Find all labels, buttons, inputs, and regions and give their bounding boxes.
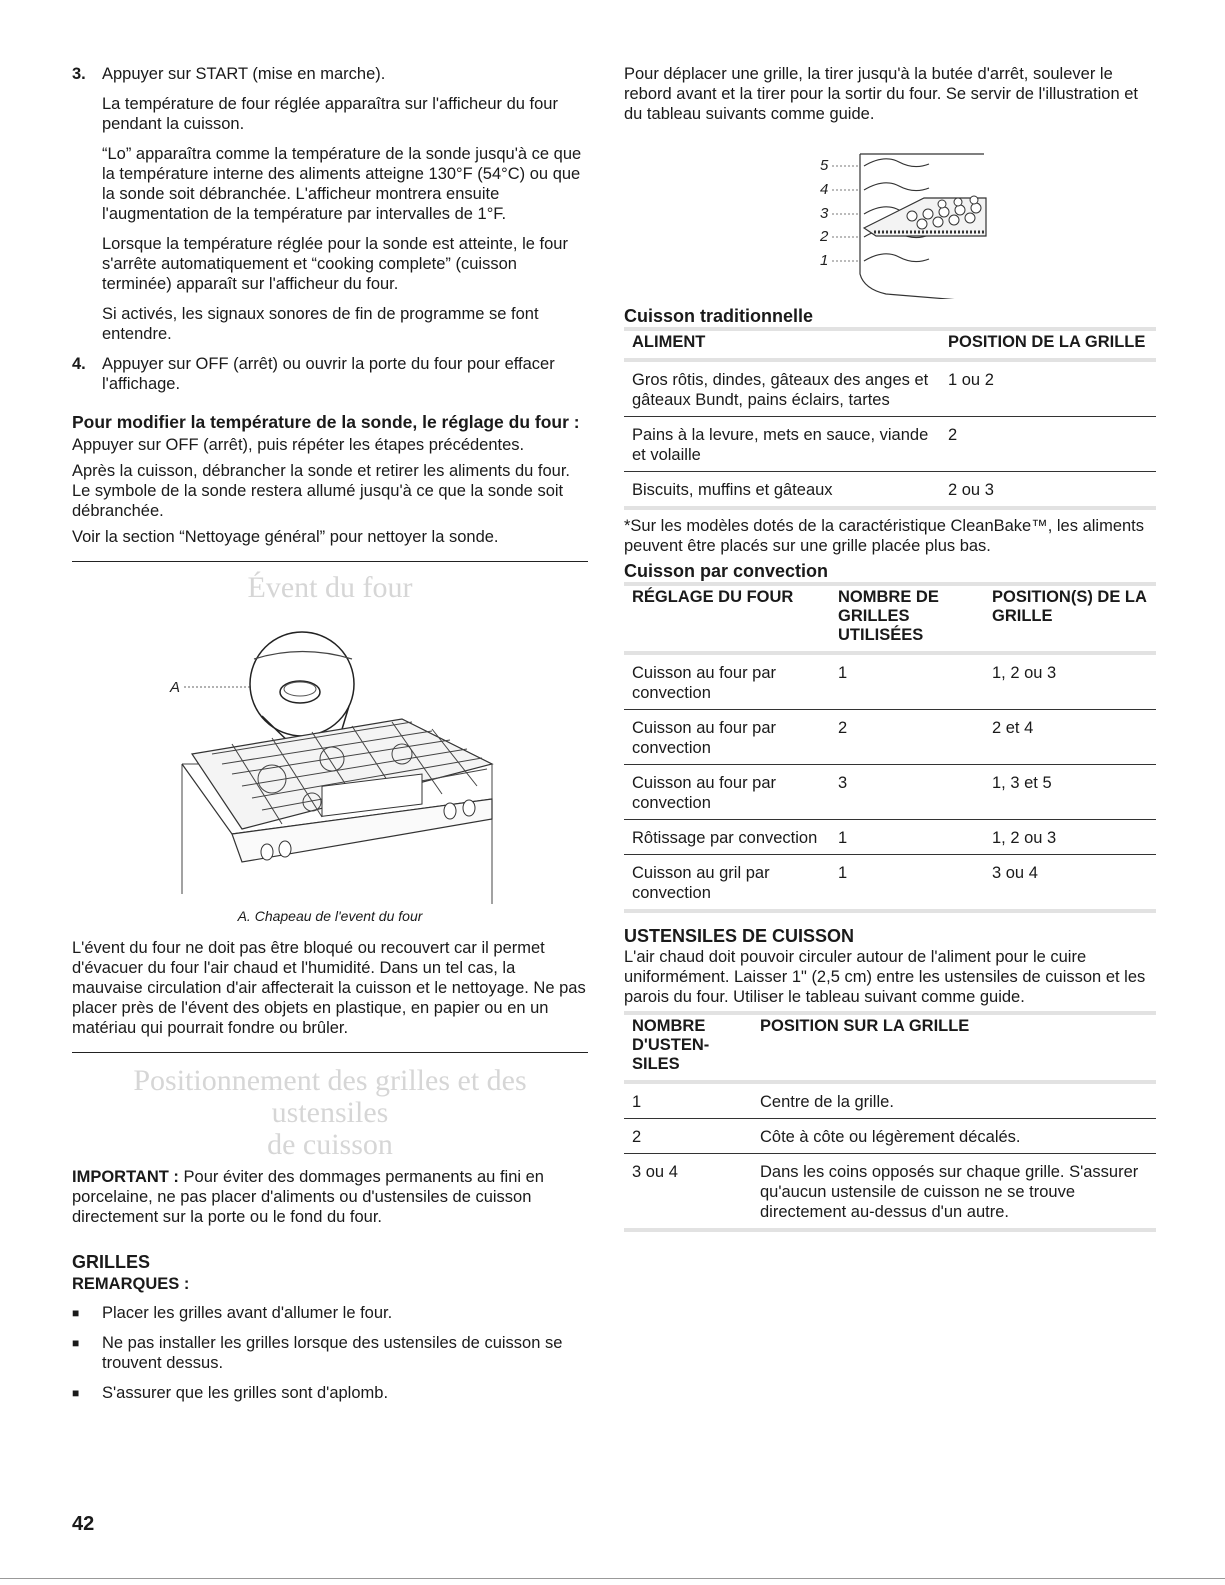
table-cell: Pains à la levure, mets en sauce, viande et volaille [632, 426, 929, 464]
column-header: RÉGLAGE DU FOUR [632, 588, 794, 606]
page-bottom-border [0, 1578, 1225, 1579]
rack-number-2: 2 [820, 228, 829, 245]
positioning-section-title [72, 1065, 588, 1161]
right-column [624, 64, 1156, 1232]
table-cell: 1, 2 ou 3 [992, 664, 1057, 682]
remarks-list [72, 1303, 588, 1403]
table-row [624, 360, 1156, 417]
column-header: NOMBRE DE GRILLES UTILISÉES [838, 588, 939, 644]
table-cell: 3 ou 4 [992, 864, 1038, 882]
section-divider [72, 561, 588, 562]
list-item [72, 1333, 588, 1373]
paragraph: Appuyer sur OFF (arrêt), puis répéter les étapes précédentes. [72, 436, 525, 454]
page-number: 42 [72, 1513, 95, 1535]
table-row [624, 820, 1156, 855]
step-number: 3. [72, 65, 86, 83]
table-row [624, 472, 1156, 509]
table-header-row [624, 1013, 1156, 1082]
rack-number-5: 5 [820, 157, 829, 174]
table-cell: 1 ou 2 [948, 371, 994, 389]
table-cell: 1 [838, 864, 848, 882]
bullet-square-icon: ■ [72, 1336, 80, 1350]
table-cell: Biscuits, muffins et gâteaux [632, 481, 833, 499]
convection-cooking-table [624, 582, 1156, 913]
important-paragraph [72, 1167, 588, 1227]
important-text: Pour éviter des dommages permanents au fini en porcelaine, ne pas placer d'aliments ou d'ustensiles de cuisson directement sur la porte ou le fond du four. [72, 1168, 544, 1226]
table-cell: 1, 2 ou 3 [992, 829, 1057, 847]
paragraph: Voir la section “Nettoyage général” pour nettoyer la sonde. [72, 528, 499, 546]
table-cell: 1 [838, 664, 848, 682]
traditional-cooking-table [624, 327, 1156, 510]
title-line: de cuisson [267, 1128, 393, 1161]
table-row [624, 765, 1156, 820]
table-cell: Cuisson au four par convection [632, 774, 776, 812]
table-cell: Côte à côte ou légèrement décalés. [760, 1128, 1021, 1146]
range-vent-illustration [72, 604, 588, 904]
paragraph: L'air chaud doit pouvoir circuler autour de l'aliment pour le cuire uniformément. Laisser 1" (2,5 cm) entre les ustensiles de cuisson et les parois du four. Utiliser le tableau suivant comme guide. [624, 948, 1146, 1006]
cookware-heading: USTENSILES DE CUISSON [624, 926, 855, 946]
table-cell: 2 et 4 [992, 719, 1034, 737]
rack-number-4: 4 [820, 181, 829, 198]
paragraph: La température de four réglée apparaîtra sur l'afficheur du four pendant la cuisson. [102, 95, 558, 133]
list-item [72, 1383, 588, 1403]
left-column [72, 64, 588, 1413]
column-header: NOMBRE D'USTEN-SILES [632, 1017, 710, 1073]
bullet-square-icon: ■ [72, 1306, 80, 1320]
table-cell: 2 ou 3 [948, 481, 994, 499]
table-cell: 1 [632, 1093, 642, 1111]
vent-figure-caption: A. Chapeau de l'event du four [237, 908, 423, 924]
table-cell: Cuisson au four par convection [632, 719, 776, 757]
paragraph: L'évent du four ne doit pas être bloqué ou recouvert car il permet d'évacuer du four l'air chaud et l'humidité. Dans un tel cas, la mauvaise circulation d'air affecterait la cuisson et le nettoyage. Ne pas placer près de l'évent des objets en plastique, en papier ou en un matériau qui pourrait fondre ou brûler. [72, 939, 586, 1037]
title-line: Positionnement des grilles et des ustensiles [133, 1064, 527, 1129]
paragraph: Lorsque la température réglée pour la sonde est atteinte, le four s'arrête automatiquement et “cooking complete” (cuisson terminée) apparaît sur l'afficheur du four. [102, 235, 568, 293]
table-cell: Rôtissage par convection [632, 829, 818, 847]
bullet-square-icon: ■ [72, 1386, 80, 1400]
modify-probe-heading: Pour modifier la température de la sonde, le réglage du four : [72, 412, 580, 432]
table-cell: 1 [838, 829, 848, 847]
table-cell: 2 [948, 426, 958, 444]
cleanbake-note: *Sur les modèles dotés de la caractéristique CleanBake™, les aliments peuvent être placés sur une grille placée plus bas. [624, 517, 1145, 555]
table-cell: 1, 3 et 5 [992, 774, 1052, 792]
step-4 [72, 354, 588, 394]
list-item [72, 1303, 588, 1323]
step-number: 4. [72, 355, 86, 373]
column-header: ALIMENT [632, 333, 706, 351]
convection-cooking-heading: Cuisson par convection [624, 561, 829, 581]
rack-number-3: 3 [820, 205, 829, 222]
table-cell: Cuisson au four par convection [632, 664, 776, 702]
paragraph: Après la cuisson, débrancher la sonde et retirer les aliments du four. Le symbole de la sonde restera allumé jusqu'à ce que la sonde soit débranchée. [72, 462, 571, 520]
table-row [624, 1082, 1156, 1119]
table-row [624, 855, 1156, 912]
cookware-table [624, 1011, 1156, 1232]
step-text: Appuyer sur OFF (arrêt) ou ouvrir la porte du four pour effacer l'affichage. [102, 355, 555, 393]
table-cell: 3 [838, 774, 848, 792]
table-row [624, 710, 1156, 765]
column-header: POSITION DE LA GRILLE [948, 333, 1146, 351]
step-3 [72, 64, 588, 344]
list-item-text: Ne pas installer les grilles lorsque des ustensiles de cuisson se trouvent dessus. [102, 1334, 563, 1372]
list-item-text: Placer les grilles avant d'allumer le four. [102, 1304, 393, 1322]
list-item-text: S'assurer que les grilles sont d'aplomb. [102, 1384, 389, 1402]
table-header-row [624, 329, 1156, 360]
table-cell: 2 [632, 1128, 642, 1146]
step-text: Appuyer sur START (mise en marche). [102, 65, 386, 83]
paragraph: Pour déplacer une grille, la tirer jusqu'à la butée d'arrêt, soulever le rebord avant et la tirer pour la sortir du four. Se servir de l'illustration et du tableau suivants comme guide. [624, 65, 1138, 123]
table-cell: 3 ou 4 [632, 1163, 678, 1181]
important-label: IMPORTANT : [72, 1168, 179, 1186]
remarques-heading: REMARQUES : [72, 1275, 190, 1293]
table-row [624, 653, 1156, 710]
paragraph: “Lo” apparaîtra comme la température de la sonde jusqu'à ce que la température interne des aliments atteigne 130°F (54°C) ou que la sonde soit débranchée. L'afficheur montrera ensuite l'augmentation de la température par intervalles de 1°F. [102, 145, 582, 223]
table-header-row [624, 584, 1156, 653]
table-cell: 2 [838, 719, 848, 737]
table-row [624, 1119, 1156, 1154]
table-cell: Cuisson au gril par convection [632, 864, 770, 902]
callout-label-a: A [170, 679, 181, 696]
column-header: POSITION SUR LA GRILLE [760, 1017, 970, 1035]
table-row [624, 1154, 1156, 1231]
vent-section-title: Évent du four [247, 571, 413, 604]
paragraph: Si activés, les signaux sonores de fin de programme se font entendre. [102, 305, 539, 343]
table-cell: Centre de la grille. [760, 1093, 894, 1111]
rack-positions-illustration [624, 124, 1156, 299]
section-divider [72, 1052, 588, 1053]
table-cell: Gros rôtis, dindes, gâteaux des anges et gâteaux Bundt, pains éclairs, tartes [632, 371, 929, 409]
table-row [624, 417, 1156, 472]
rack-number-1: 1 [820, 252, 829, 269]
column-header: POSITION(S) DE LA GRILLE [992, 588, 1147, 625]
table-cell: Dans les coins opposés sur chaque grille. S'assurer qu'aucun ustensile de cuisson ne se trouve directement au-dessus d'un autre. [760, 1163, 1139, 1221]
traditional-cooking-heading: Cuisson traditionnelle [624, 306, 814, 326]
grilles-heading: GRILLES [72, 1252, 151, 1272]
